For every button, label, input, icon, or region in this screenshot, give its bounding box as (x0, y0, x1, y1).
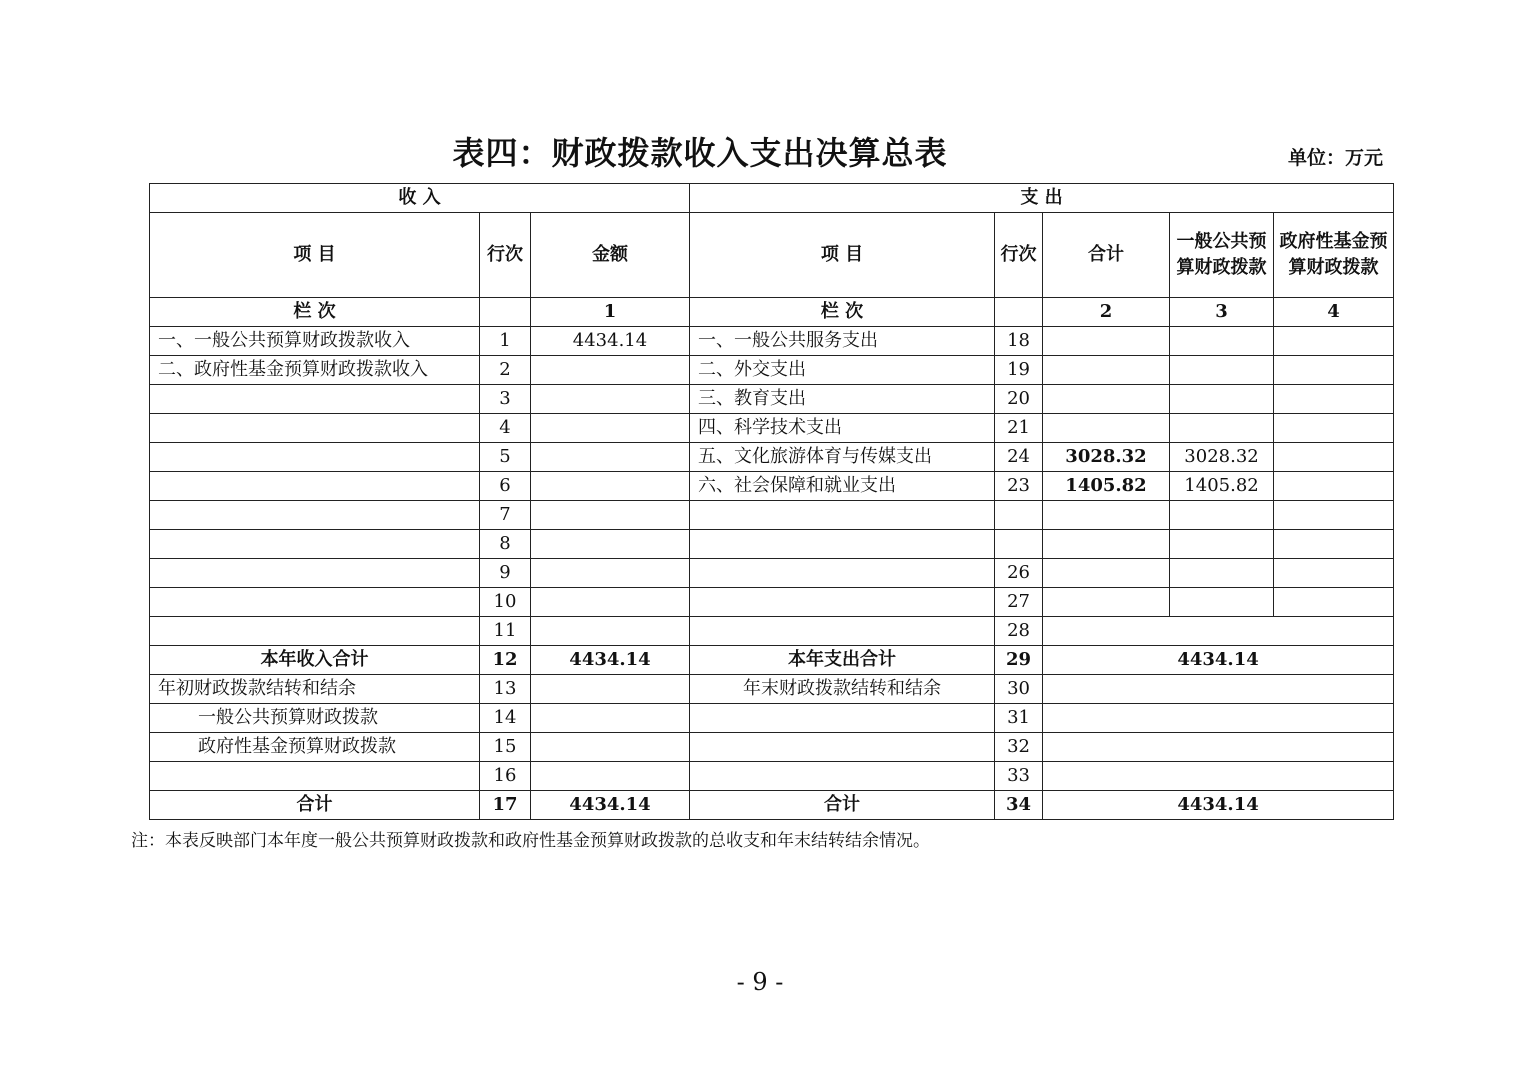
expense-amount-cell: 4434.14 (1043, 791, 1394, 820)
income-line-no-cell: 11 (480, 617, 531, 646)
expense-line-no-cell: 20 (995, 385, 1043, 414)
expense-amount-cell (1043, 704, 1394, 733)
expense-line-no-cell: 24 (995, 443, 1043, 472)
income-item-cell (150, 472, 480, 501)
table-row (150, 356, 1394, 385)
expense-item-cell: 合计 (690, 791, 995, 820)
income-item-cell: 年初财政拨款结转和结余 (150, 675, 480, 704)
page-number: - 9 - (736, 968, 784, 996)
income-item-cell: 合计 (150, 791, 480, 820)
expense-total-cell (1043, 501, 1170, 530)
expense-total-cell (1043, 356, 1170, 385)
income-amount-cell (531, 675, 690, 704)
expense-item-cell: 本年支出合计 (690, 646, 995, 675)
table-row (150, 733, 1394, 762)
expense-line-no-cell: 31 (995, 704, 1043, 733)
expense-total-header: 合计 (1043, 213, 1170, 298)
expense-total-cell (1043, 414, 1170, 443)
income-line-no-cell: 6 (480, 472, 531, 501)
income-item-cell (150, 762, 480, 791)
column-header-row (150, 213, 1394, 298)
expense-item-cell (690, 530, 995, 559)
expense-item-cell: 年末财政拨款结转和结余 (690, 675, 995, 704)
income-line-no-cell: 2 (480, 356, 531, 385)
expense-line-no-cell: 21 (995, 414, 1043, 443)
general-budget-cell (1170, 588, 1274, 617)
fund-budget-cell (1274, 530, 1394, 559)
fund-budget-cell (1274, 588, 1394, 617)
income-amount-cell (531, 472, 690, 501)
expense-item-cell (690, 733, 995, 762)
income-item-cell (150, 385, 480, 414)
expense-item-cell (690, 704, 995, 733)
income-amount-cell (531, 530, 690, 559)
section-header-row (150, 184, 1394, 213)
expense-amount-cell (1043, 762, 1394, 791)
table-row (150, 472, 1394, 501)
grand-total-row (150, 791, 1394, 820)
income-amount-cell: 4434.14 (531, 646, 690, 675)
income-item-cell (150, 559, 480, 588)
general-budget-cell (1170, 559, 1274, 588)
income-item-cell (150, 501, 480, 530)
income-item-cell (150, 588, 480, 617)
expense-line-no-cell: 19 (995, 356, 1043, 385)
income-line-no-cell: 13 (480, 675, 531, 704)
expense-section-header: 支 出 (690, 184, 1394, 213)
expense-item-cell: 四、科学技术支出 (690, 414, 995, 443)
table-row (150, 327, 1394, 356)
income-item-cell (150, 414, 480, 443)
col-index-1: 1 (531, 298, 690, 327)
fund-budget-cell (1274, 414, 1394, 443)
expense-item-cell: 二、外交支出 (690, 356, 995, 385)
expense-item-cell (690, 559, 995, 588)
income-line-no-cell: 1 (480, 327, 531, 356)
income-amount-cell (531, 733, 690, 762)
income-line-no-cell: 5 (480, 443, 531, 472)
income-amount-cell (531, 559, 690, 588)
expense-item-cell (690, 617, 995, 646)
column-index-row (150, 298, 1394, 327)
empty-cell (480, 298, 531, 327)
table-row (150, 501, 1394, 530)
income-item-cell: 一般公共预算财政拨款 (150, 704, 480, 733)
expense-line-no-cell: 34 (995, 791, 1043, 820)
expense-line-no-cell: 18 (995, 327, 1043, 356)
table-row (150, 414, 1394, 443)
table-note: 注：本表反映部门本年度一般公共预算财政拨款和政府性基金预算财政拨款的总收支和年末结转结余情况。 (131, 831, 930, 851)
expense-total-cell: 1405.82 (1043, 472, 1170, 501)
general-budget-cell: 1405.82 (1170, 472, 1274, 501)
income-line-no-cell: 16 (480, 762, 531, 791)
table-row (150, 530, 1394, 559)
page-title: 表四：财政拨款收入支出决算总表 (452, 134, 948, 172)
income-item-header: 项 目 (150, 213, 480, 298)
expense-amount-cell (1043, 617, 1394, 646)
income-item-cell (150, 443, 480, 472)
table-row (150, 704, 1394, 733)
income-amount-cell (531, 501, 690, 530)
expense-line-no-cell: 28 (995, 617, 1043, 646)
income-amount-cell (531, 443, 690, 472)
income-item-cell (150, 617, 480, 646)
table-row (150, 588, 1394, 617)
income-amount-cell (531, 762, 690, 791)
expense-line-no-cell: 33 (995, 762, 1043, 791)
expense-item-cell: 六、社会保障和就业支出 (690, 472, 995, 501)
col-index-3: 3 (1170, 298, 1274, 327)
income-item-cell: 一、一般公共预算财政拨款收入 (150, 327, 480, 356)
table-row (150, 559, 1394, 588)
income-amount-cell (531, 385, 690, 414)
col-index-2: 2 (1043, 298, 1170, 327)
income-item-cell: 二、政府性基金预算财政拨款收入 (150, 356, 480, 385)
expense-item-cell (690, 588, 995, 617)
expense-column-label: 栏 次 (690, 298, 995, 327)
income-line-no-cell: 8 (480, 530, 531, 559)
expense-amount-cell (1043, 675, 1394, 704)
expense-amount-cell (1043, 733, 1394, 762)
income-line-no-cell: 14 (480, 704, 531, 733)
income-line-no-cell: 9 (480, 559, 531, 588)
table-row (150, 443, 1394, 472)
income-amount-cell: 4434.14 (531, 791, 690, 820)
expense-line-no-cell (995, 501, 1043, 530)
fund-budget-cell (1274, 385, 1394, 414)
income-line-no-cell: 10 (480, 588, 531, 617)
fund-budget-cell (1274, 356, 1394, 385)
general-budget-cell (1170, 530, 1274, 559)
expense-item-header: 项 目 (690, 213, 995, 298)
expense-total-cell: 3028.32 (1043, 443, 1170, 472)
expense-item-cell: 五、文化旅游体育与传媒支出 (690, 443, 995, 472)
expense-line-no-cell: 29 (995, 646, 1043, 675)
expense-line-no-cell: 30 (995, 675, 1043, 704)
income-amount-cell (531, 356, 690, 385)
income-item-cell (150, 530, 480, 559)
expense-line-no-cell: 26 (995, 559, 1043, 588)
general-budget-cell: 3028.32 (1170, 443, 1274, 472)
fund-budget-cell (1274, 559, 1394, 588)
fund-budget-cell (1274, 327, 1394, 356)
unit-label: 单位：万元 (1287, 147, 1383, 169)
table-row (150, 762, 1394, 791)
income-item-cell: 政府性基金预算财政拨款 (150, 733, 480, 762)
general-budget-cell (1170, 414, 1274, 443)
table-row (150, 385, 1394, 414)
income-amount-cell (531, 588, 690, 617)
income-amount-header: 金额 (531, 213, 690, 298)
general-budget-cell (1170, 327, 1274, 356)
income-line-no-cell: 17 (480, 791, 531, 820)
income-section-header: 收 入 (150, 184, 690, 213)
income-amount-cell: 4434.14 (531, 327, 690, 356)
expense-line-no-header: 行次 (995, 213, 1043, 298)
fund-budget-cell (1274, 501, 1394, 530)
table-row (150, 675, 1394, 704)
fund-budget-cell (1274, 472, 1394, 501)
expense-line-no-cell (995, 530, 1043, 559)
general-budget-cell (1170, 501, 1274, 530)
expense-item-cell: 一、一般公共服务支出 (690, 327, 995, 356)
fund-budget-header: 政府性基金预算财政拨款 (1274, 213, 1394, 298)
expense-line-no-cell: 27 (995, 588, 1043, 617)
general-budget-cell (1170, 356, 1274, 385)
income-amount-cell (531, 704, 690, 733)
expense-item-cell: 三、教育支出 (690, 385, 995, 414)
expense-amount-cell: 4434.14 (1043, 646, 1394, 675)
general-budget-header: 一般公共预算财政拨款 (1170, 213, 1274, 298)
expense-line-no-cell: 32 (995, 733, 1043, 762)
income-amount-cell (531, 617, 690, 646)
income-line-no-cell: 4 (480, 414, 531, 443)
income-line-no-header: 行次 (480, 213, 531, 298)
empty-cell (995, 298, 1043, 327)
year-total-row (150, 646, 1394, 675)
expense-line-no-cell: 23 (995, 472, 1043, 501)
expense-total-cell (1043, 327, 1170, 356)
income-line-no-cell: 12 (480, 646, 531, 675)
income-line-no-cell: 15 (480, 733, 531, 762)
income-amount-cell (531, 414, 690, 443)
col-index-4: 4 (1274, 298, 1394, 327)
expense-total-cell (1043, 588, 1170, 617)
appropriation-summary-table (149, 183, 1394, 820)
expense-total-cell (1043, 559, 1170, 588)
table-row (150, 617, 1394, 646)
income-line-no-cell: 3 (480, 385, 531, 414)
expense-item-cell (690, 762, 995, 791)
income-item-cell: 本年收入合计 (150, 646, 480, 675)
expense-total-cell (1043, 385, 1170, 414)
income-line-no-cell: 7 (480, 501, 531, 530)
general-budget-cell (1170, 385, 1274, 414)
fund-budget-cell (1274, 443, 1394, 472)
expense-total-cell (1043, 530, 1170, 559)
expense-item-cell (690, 501, 995, 530)
income-column-label: 栏 次 (150, 298, 480, 327)
